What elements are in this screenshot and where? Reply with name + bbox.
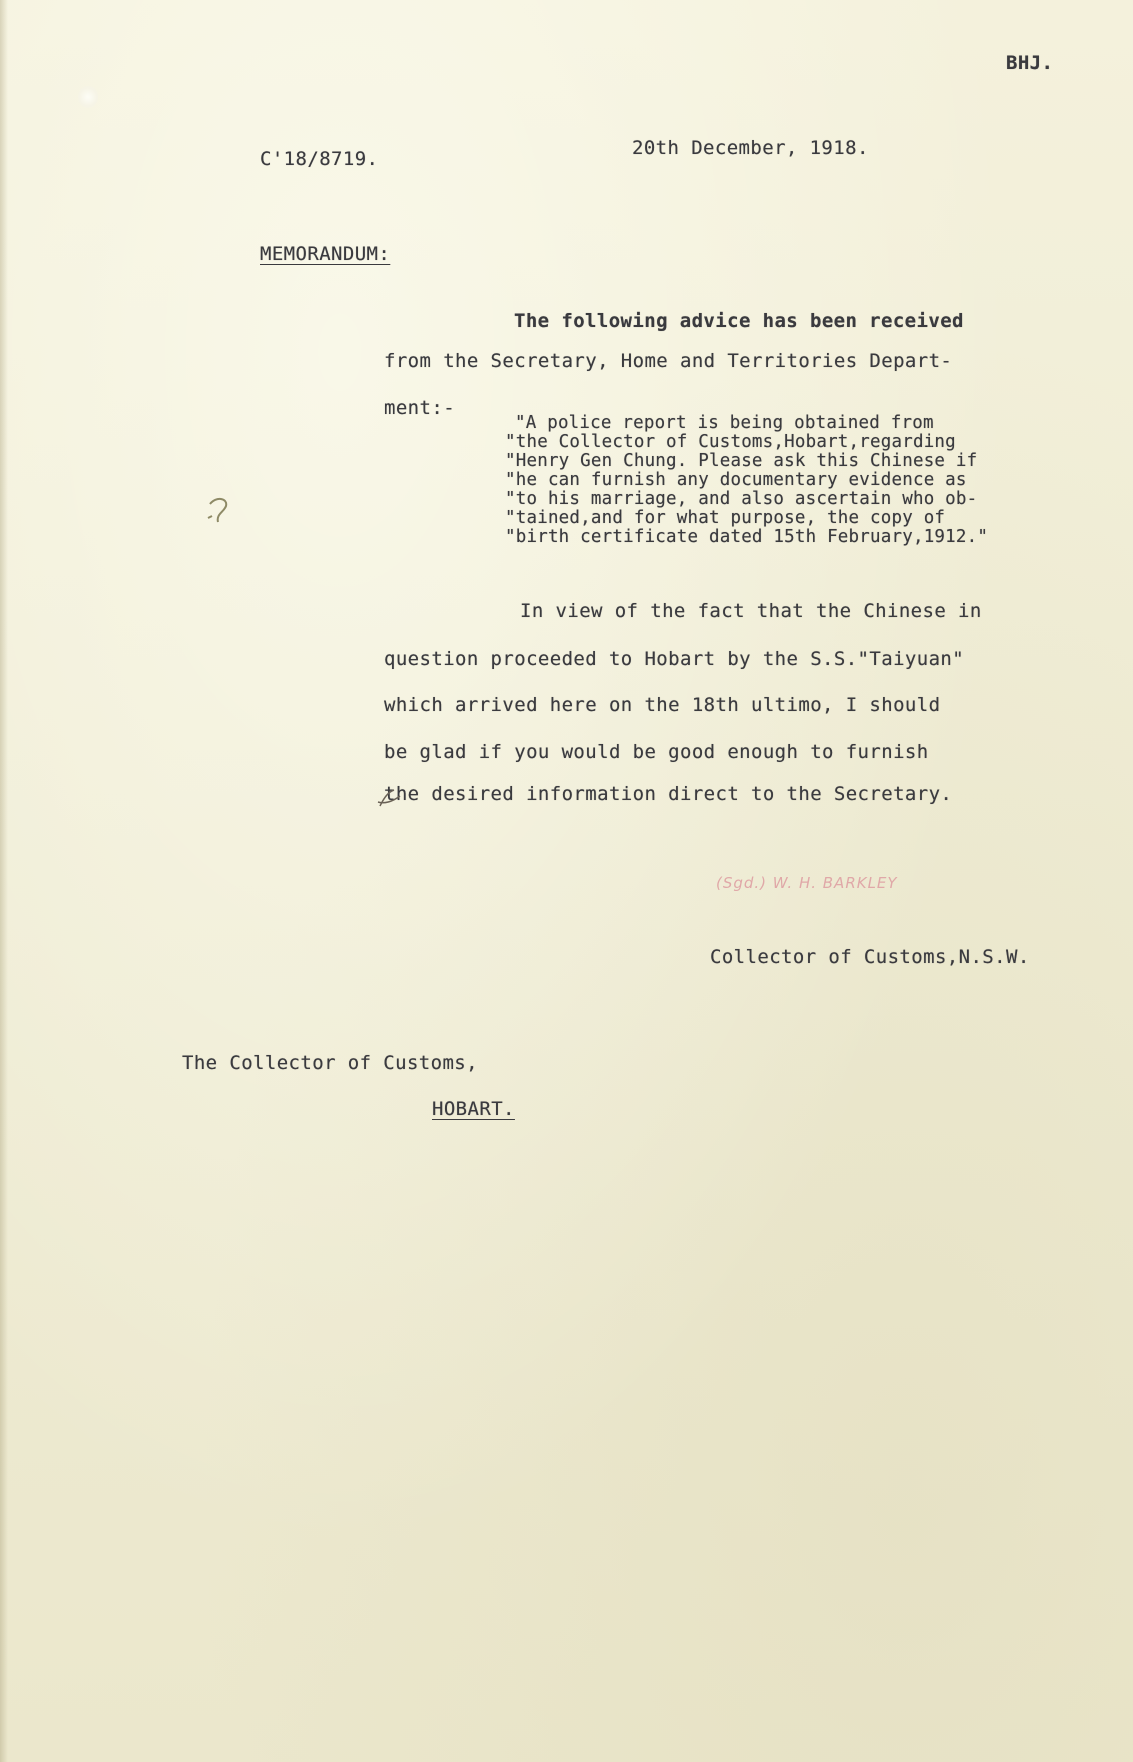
paper-hole-mark [78,86,98,108]
quote-line: "the Collector of Customs,Hobart,regarding [505,432,956,452]
quote-line: "to his marriage, and also ascertain who ob- [505,489,978,509]
intro-line: The following advice has been received [514,310,964,332]
initials-mark: BHJ. [1006,52,1054,74]
paragraph-line: the desired information direct to the Secretary. [384,783,953,805]
reference-number: C'18/8719. [260,148,379,170]
quote-line: "birth certificate dated 15th February,1912." [505,527,989,547]
paragraph-line: be glad if you would be good enough to furnish [384,741,929,763]
ink-flourish [374,782,404,812]
addressee-line: The Collector of Customs, [182,1052,478,1074]
intro-line: from the Secretary, Home and Territories Depart- [384,350,953,372]
signatory-title: Collector of Customs,N.S.W. [710,946,1030,968]
addressee-city: HOBART. [432,1098,515,1120]
paragraph-line: question proceeded to Hobart by the S.S."Taiyuan" [384,648,965,670]
pencil-mark [200,492,240,532]
quote-line: "Henry Gen Chung. Please ask this Chinese if [505,451,978,471]
intro-line: ment:- [384,397,456,419]
memo-heading: MEMORANDUM: [260,243,391,265]
memo-date: 20th December, 1918. [632,137,869,159]
signature-stamp: (Sgd.) W. H. BARKLEY [716,874,898,892]
page-edge-shadow [0,0,8,1762]
quote-line: "he can furnish any documentary evidence as [505,470,967,490]
paragraph-line: which arrived here on the 18th ultimo, I should [384,694,941,716]
paragraph-line: In view of the fact that the Chinese in [520,600,982,622]
quote-line: "A police report is being obtained from [515,413,934,433]
quote-line: "tained,and for what purpose, the copy of [505,508,946,528]
